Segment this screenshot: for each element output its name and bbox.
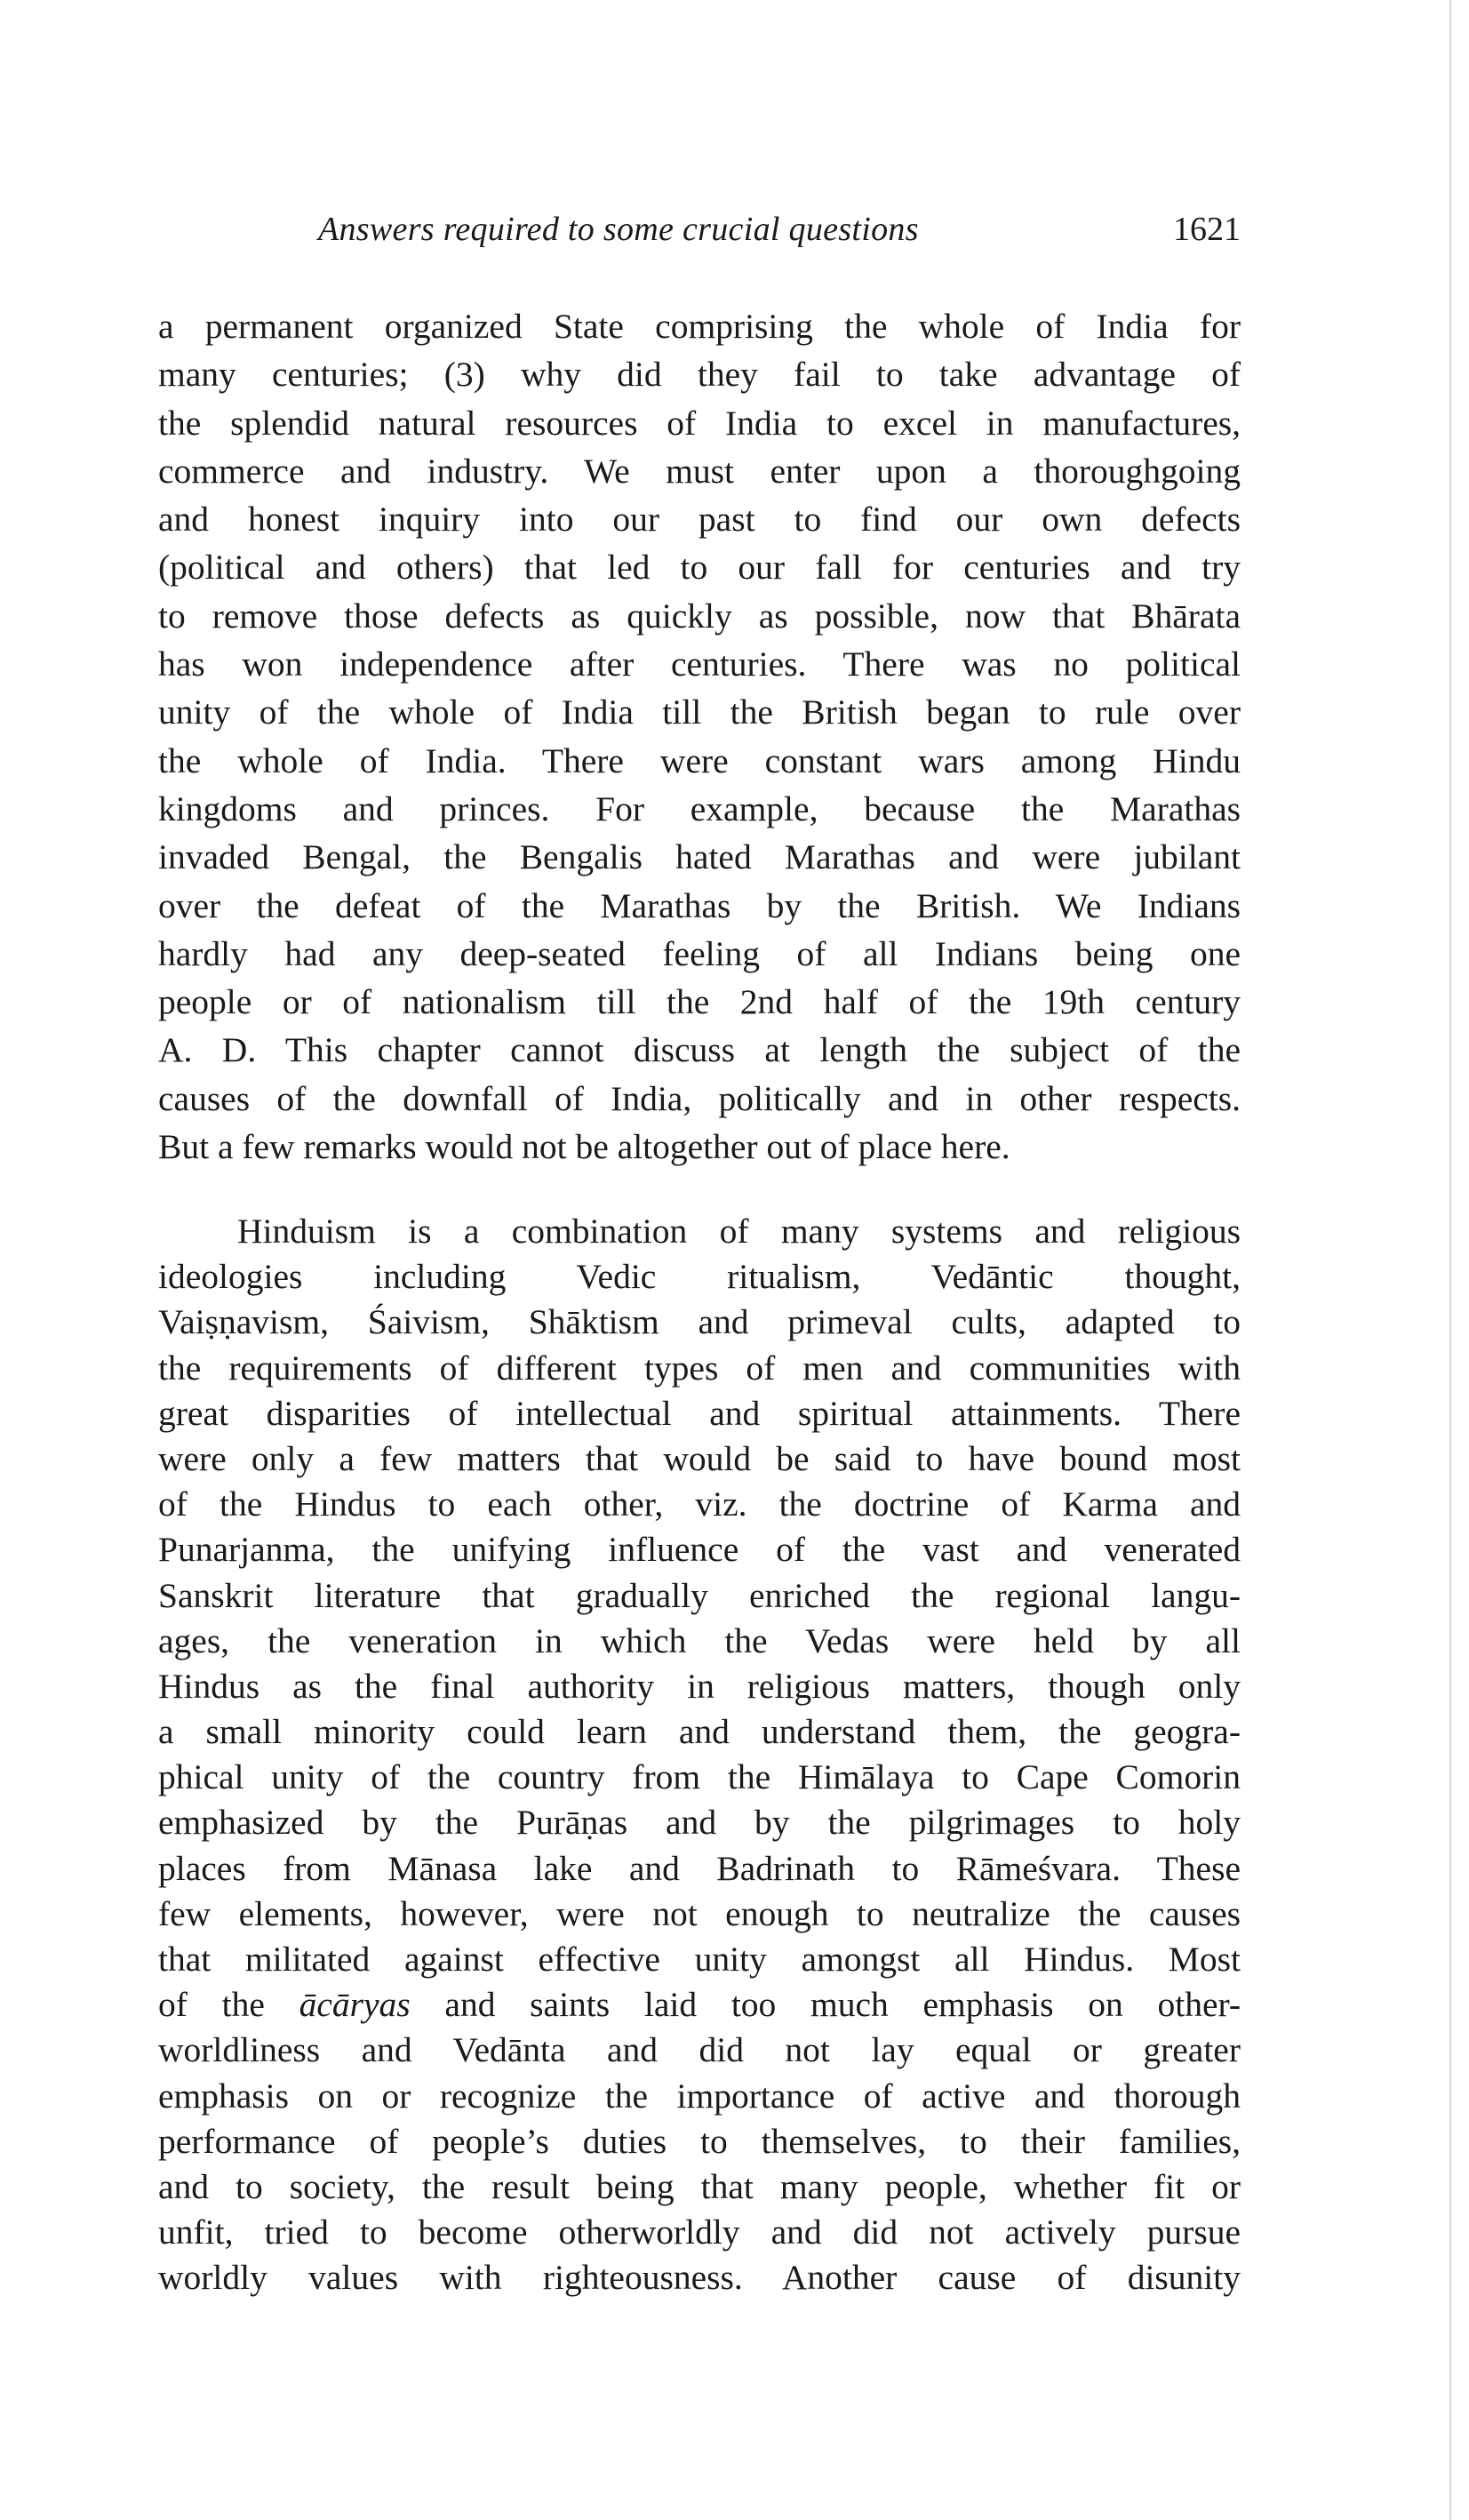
text-line: worldliness and Vedānta and did not lay equal or greater (158, 2030, 1241, 2070)
text-line: Vaiṣṇavism, Śaivism, Shāktism and primeval cults, adapted to (158, 1302, 1241, 1342)
text-line: performance of people’s duties to themselves, to their families, (158, 2121, 1241, 2161)
text-line: worldly values with righteousness. Another cause of disunity (158, 2258, 1241, 2298)
text-line: ages, the veneration in which the Vedas were held by all (158, 1620, 1241, 1660)
paragraph-2 (158, 1209, 1241, 2301)
text-line: unfit, tried to become otherworldly and did not actively pursue (158, 2212, 1241, 2252)
text-line: has won independence after centuries. There was no political (158, 644, 1241, 684)
text-line: that militated against effective unity amongst all Hindus. Most (158, 1940, 1241, 1979)
text-line: Sanskrit literature that gradually enriched the regional langu- (158, 1575, 1241, 1615)
text-line: of the Hindus to each other, viz. the doctrine of Karma and (158, 1484, 1241, 1524)
text-line: causes of the downfall of India, politically and in other respects. (158, 1078, 1241, 1118)
text-line: phical unity of the country from the Himālaya to Cape Comorin (158, 1757, 1241, 1797)
text-line: of the ācāryas and saints laid too much emphasis on other- (158, 1985, 1241, 2025)
text-line: the splendid natural resources of India to excel in manufactures, (158, 403, 1241, 443)
text-line: people or of nationalism till the 2nd half of the 19th century (158, 982, 1241, 1022)
page-header (158, 210, 1241, 260)
text-line: (political and others) that led to our fall for centuries and try (158, 548, 1241, 588)
text-line: the requirements of different types of men and communities with (158, 1348, 1241, 1388)
text-line: hardly had any deep-seated feeling of all Indians being one (158, 933, 1241, 973)
text-line: But a few remarks would not be altogether out of place here. (158, 1127, 1010, 1167)
text-line: Hindus as the final authority in religious matters, though only (158, 1666, 1241, 1706)
text-line: the whole of India. There were constant wars among Hindu (158, 740, 1241, 780)
text-line: kingdoms and princes. For example, because the Marathas (158, 788, 1241, 828)
running-title: Answers required to some crucial questions (318, 211, 919, 248)
paragraph-1 (158, 302, 1241, 1171)
text-line: ideologies including Vedic ritualism, Vedāntic thought, (158, 1257, 1241, 1297)
text-line: Punarjanma, the unifying influence of the vast and venerated (158, 1530, 1241, 1570)
text-line: emphasis on or recognize the importance of active and thorough (158, 2076, 1241, 2116)
text-line: few elements, however, were not enough to neutralize the causes (158, 1893, 1241, 1933)
text-line: commerce and industry. We must enter upon a thoroughgoing (158, 451, 1241, 491)
text-line: a permanent organized State comprising the whole of India for (158, 307, 1241, 346)
page-edge-line (1449, 0, 1451, 2520)
page-number: 1621 (1173, 211, 1241, 248)
text-line: Hinduism is a combination of many systems and religious (237, 1212, 1241, 1251)
text-line: A. D. This chapter cannot discuss at length the subject of the (158, 1030, 1241, 1070)
text-line: great disparities of intellectual and spiritual attainments. There (158, 1393, 1241, 1433)
text-line: over the defeat of the Marathas by the British. We Indians (158, 885, 1241, 925)
text-line: and to society, the result being that many people, whether fit or (158, 2166, 1241, 2206)
text-line: to remove those defects as quickly as possible, now that Bhārata (158, 596, 1241, 636)
text-line: places from Mānasa lake and Badrinath to Rāmeśvara. These (158, 1848, 1241, 1888)
text-line: unity of the whole of India till the British began to rule over (158, 692, 1241, 732)
text-line: invaded Bengal, the Bengalis hated Marathas and were jubilant (158, 837, 1241, 877)
text-line: a small minority could learn and understand them, the geogra- (158, 1712, 1241, 1752)
text-line: emphasized by the Purāṇas and by the pilgrimages to holy (158, 1803, 1241, 1843)
text-line: many centuries; (3) why did they fail to take advantage of (158, 355, 1241, 395)
text-line: and honest inquiry into our past to find our own defects (158, 500, 1241, 540)
text-line: were only a few matters that would be said to have bound most (158, 1438, 1241, 1478)
